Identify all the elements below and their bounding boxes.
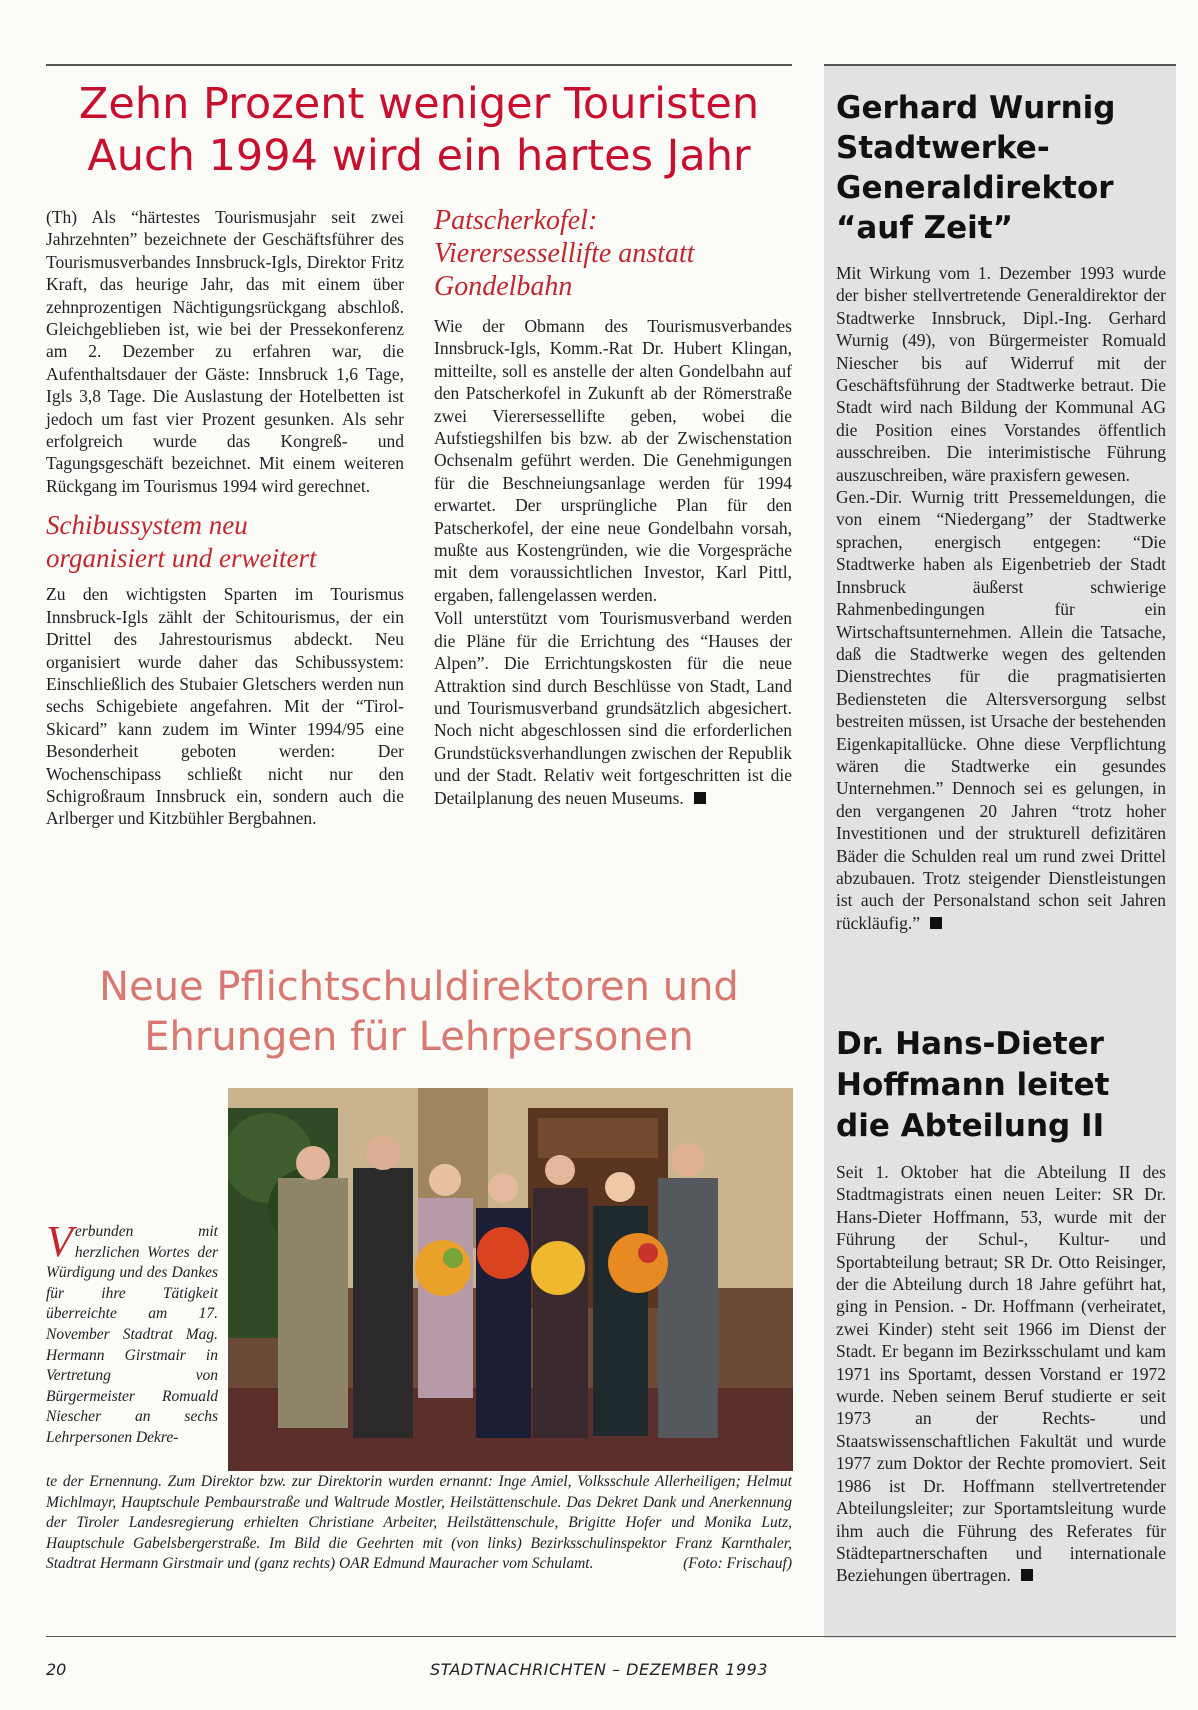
article1-column1 [46,206,404,830]
article1-subheading-schibus [46,509,404,575]
article1-intro-paragraph: (Th) Als “härtestes Tourismusjahr seit zwei Jahrzehnten” bezeichnete der Geschäftsführer des Tourismusverbandes Innsbruck-Igls, Direktor Fritz Kraft, das heurige Jahr, das mit einem über zehnprozentigen Nächtigungsrückgang abschloß. Gleichgeblieben ist, wie bei der Pressekonferenz am 2. Dezember zu erfahren war, die Aufenthaltsdauer der Gäste: Innsbruck 1,6 Tage, Igls 3,8 Tage. Die Auslastung der Hotelbetten ist jedoch um fast vier Prozent gesunken. Als sehr erfolgreich wurde das Kongreß- und Tagungsgeschäft bezeichnet. Mit einem weiteren Rückgang im Tourismus 1994 wird gerechnet. [46,207,404,496]
article1-headline [46,78,792,182]
article1-title-line1: Zehn Prozent weniger Touristen [78,79,760,129]
bottom-rule [46,1636,1176,1637]
photo-caption-bottom [46,1472,792,1575]
article1-subheading-patscherkofel [434,204,792,303]
article1-patscherkofel-paragraph: Wie der Obmann des Tourismusverbandes Innsbruck-Igls, Komm.-Rat Dr. Hubert Klingan, mitteilte, soll es anstelle der alten Gondelbahn auf den Patscherkofel in Zukunft ab der Römerstraße zwei Vierersessellifte geben, wobei die Aufstiegshilfen bis bzw. ab der Zwischenstation Ochsenalm geführt werden. Die Genehmigungen für die Beschneiungsanlage werden für 1994 erwartet. Der ursprüngliche Plan für den Patscherkofel, der eine neue Gondelbahn vorsah, mußte aus Kostengründen, wie die Vorgespräche mit dem voraussichtlichen Investor, Karl Pittl, ergaben, fallengelassen werden. [434,316,792,605]
sidebar1-paragraph1: Mit Wirkung vom 1. Dezember 1993 wurde der bisher stellvertretende Generaldirektor der Stadtwerke Innsbruck, Dipl.-Ing. Gerhard Wurnig (49), von Bürgermeister Romuald Niescher bis auf Widerruf mit der Geschäftsführung der Stadtwerke betraut. Die Stadt wird nach Bildung der Kommunal AG die Position eines Vorstandes öffentlich ausschreiben. Die interimistische Führung auszuschreiben, wäre praxisfern gewesen. [836,263,1166,485]
sidebar2-headline [836,1024,1166,1147]
sidebar2-text: Seit 1. Oktober hat die Abteilung II des Stadtmagistrats einen neuen Leiter: SR Dr. Hans-Dieter Hoffmann, 53, wurde mit der Führung der Schul-, Kultur- und Sportabteilung betraut; SR Dr. Otto Reisinger, der die Abteilung durch 18 Jahre geführt hat, ging in Pension. - Dr. Hoffmann (verheiratet, zwei Kinder) steht seit 1966 im Dienst der Stadt. Er begann im Bezirksschulamt und kam 1971 ins Sportamt, dessen Vorstand er 1972 wurde. Neben seinem Beruf studierte er seit 1973 an der Rechts- und Staatswissenschaftlichen Fakultät und wurde 1977 zum Doktor der Rechte promoviert. Seit 1986 ist Dr. Hoffmann stellvertretender Abteilungsleiter; zur Sportamtsleitung wurde ihm auch die Führung des Referates für Städtepartnerschaften und internationale Beziehungen übertragen. [836,1162,1166,1586]
sidebar1-headline [836,88,1166,248]
article2-title-line1: Neue Pflichtschuldirektoren und [99,964,739,1010]
sidebar1-title-line: Generaldirektor [836,170,1114,206]
sidebar-top-rule [824,64,1176,66]
sidebar1-title-line: “auf Zeit” [836,210,1013,246]
sidebar2-title-line: Dr. Hans-Dieter [836,1026,1104,1062]
ceremony-photo [228,1088,793,1471]
sidebar1-paragraph2 [836,486,1166,934]
top-rule [46,64,792,66]
sidebar2-paragraph [836,1161,1166,1587]
photo-credit: (Foto: Frischauf) [683,1555,792,1573]
sidebar1-text2: Gen.-Dir. Wurnig tritt Pressemeldungen, die von einem “Niedergang” der Stadtwerke sprachen, energisch entgegen: “Die Stadtwerke haben als Eigenbetrieb der Stadt Innsbruck äußerst schwierige Rahmenbedingungen für ein Wirtschaftsunternehmen. Allein die Tatsache, daß die Stadtwerke wegen des geltenden Dienstrechtes für die pragmatisierten Bediensteten die Altersversorgung selbst bestreiten müssen, ist Ursache der bestehenden Eigenkapitallücke. Ohne diese Verpflichtung wären die Stadtwerke ein gesundes Unternehmen.” Dennoch sei es gelungen, in den vergangenen 20 Jahren “trotz hoher Investitionen und der strukturell defizitären Bäder die Schulden real um rund zwei Drittel abzubauen. Trotz steigender Dienstleistungen ist auch der Personalstand schon seit Jahren rückläufig.” [836,487,1166,933]
caption-side-first: erbunden mit [74,1223,218,1240]
article1-title-line2: Auch 1994 wird ein hartes Jahr [87,131,751,181]
caption-dropcap: V [46,1217,73,1266]
subheading-line: organisiert und erweitert [46,543,317,574]
article2-title-line2: Ehrungen für Lehrpersonen [144,1014,694,1060]
museum-text: Voll unterstützt vom Tourismusverband werden die Pläne für die Errichtung des “Hauses der Alpen”. Die Errichtungskosten für die neue Attraktion sind durch Beschlüsse von Stadt, Land und Tourismusverband grundsätzlich abgesichert. Noch nicht abgeschlossen sind die erforderlichen Grundstücksverhandlungen zwischen der Republik und der Stadt. Relativ weit fortgeschritten ist die Detailplanung des neuen Museums. [434,608,792,808]
sidebar2-title-line: Hoffmann leitet [836,1067,1110,1103]
sidebar-article1 [836,88,1166,934]
article1-museum-paragraph [434,607,792,809]
publication-footer: STADTNACHRICHTEN – DEZEMBER 1993 [430,1660,768,1679]
sidebar1-title-line: Gerhard Wurnig [836,90,1116,126]
subheading-line: Vierersessellifte anstatt [434,238,695,269]
sidebar1-title-line: Stadtwerke- [836,130,1050,166]
end-of-article-mark [1021,1569,1033,1581]
article1-column2 [434,204,792,809]
end-of-article-mark [694,792,706,804]
end-of-article-mark [930,917,942,929]
article1-schibus-paragraph: Zu den wichtigsten Sparten im Tourismus Innsbruck-Igls zählt der Schitourismus, der ein Drittel des Jahrestourismus abdeckt. Neu organisiert wurde daher das Schibussystem: Einschließlich des Stubaier Gletschers werden nun sechs Schigebiete angefahren. Mit der “Tirol-Skicard” kann zudem im Winter 1994/95 eine Besonderheit geboten werden: Der Wochenschipass schließt nicht nur den Schigroßraum Innsbruck ein, sondern auch die Arlberger und Kitzbühler Bergbahnen. [46,584,404,829]
ceremony-photo-illustration [228,1088,793,1471]
page-number: 20 [46,1660,67,1679]
sidebar-article2 [836,1024,1166,1587]
subheading-line: Gondelbahn [434,271,573,302]
article2-headline [46,962,792,1062]
caption-bottom-text: te der Ernennung. Zum Direktor bzw. zur Direktorin wurden ernannt: Inge Amiel, Volksschule Allerheiligen; Helmut Michlmayr, Hauptschule Pembaurstraße und Waltrude Mostler, Heilstättenschule. Das Dekret Dank und Anerkennung der Tiroler Landesregierung erhielten Christiane Arbeiter, Heilstättenschule, Brigitte Hofer und Monika Lutz, Hauptschule Gabelsbergerstraße. Im Bild die Geehrten mit (von links) Bezirksschulinspektor Franz Karnthaler, Stadtrat Hermann Girstmair und (ganz rechts) OAR Edmund Mauracher vom Schulamt. [46,1473,792,1573]
photo-caption-side [46,1217,218,1449]
caption-side-text: herzlichen Wortes der Würdigung und des Dankes für ihre Tätigkeit überreichte am 17. November Stadtrat Mag. Hermann Girstmair in Vertretung von Bürgermeister Romuald Niescher an sechs Lehrpersonen Dekre- [46,1243,218,1446]
subheading-line: Schibussystem neu [46,510,248,541]
subheading-line: Patscherkofel: [434,205,598,236]
sidebar2-title-line: die Abteilung II [836,1108,1105,1144]
